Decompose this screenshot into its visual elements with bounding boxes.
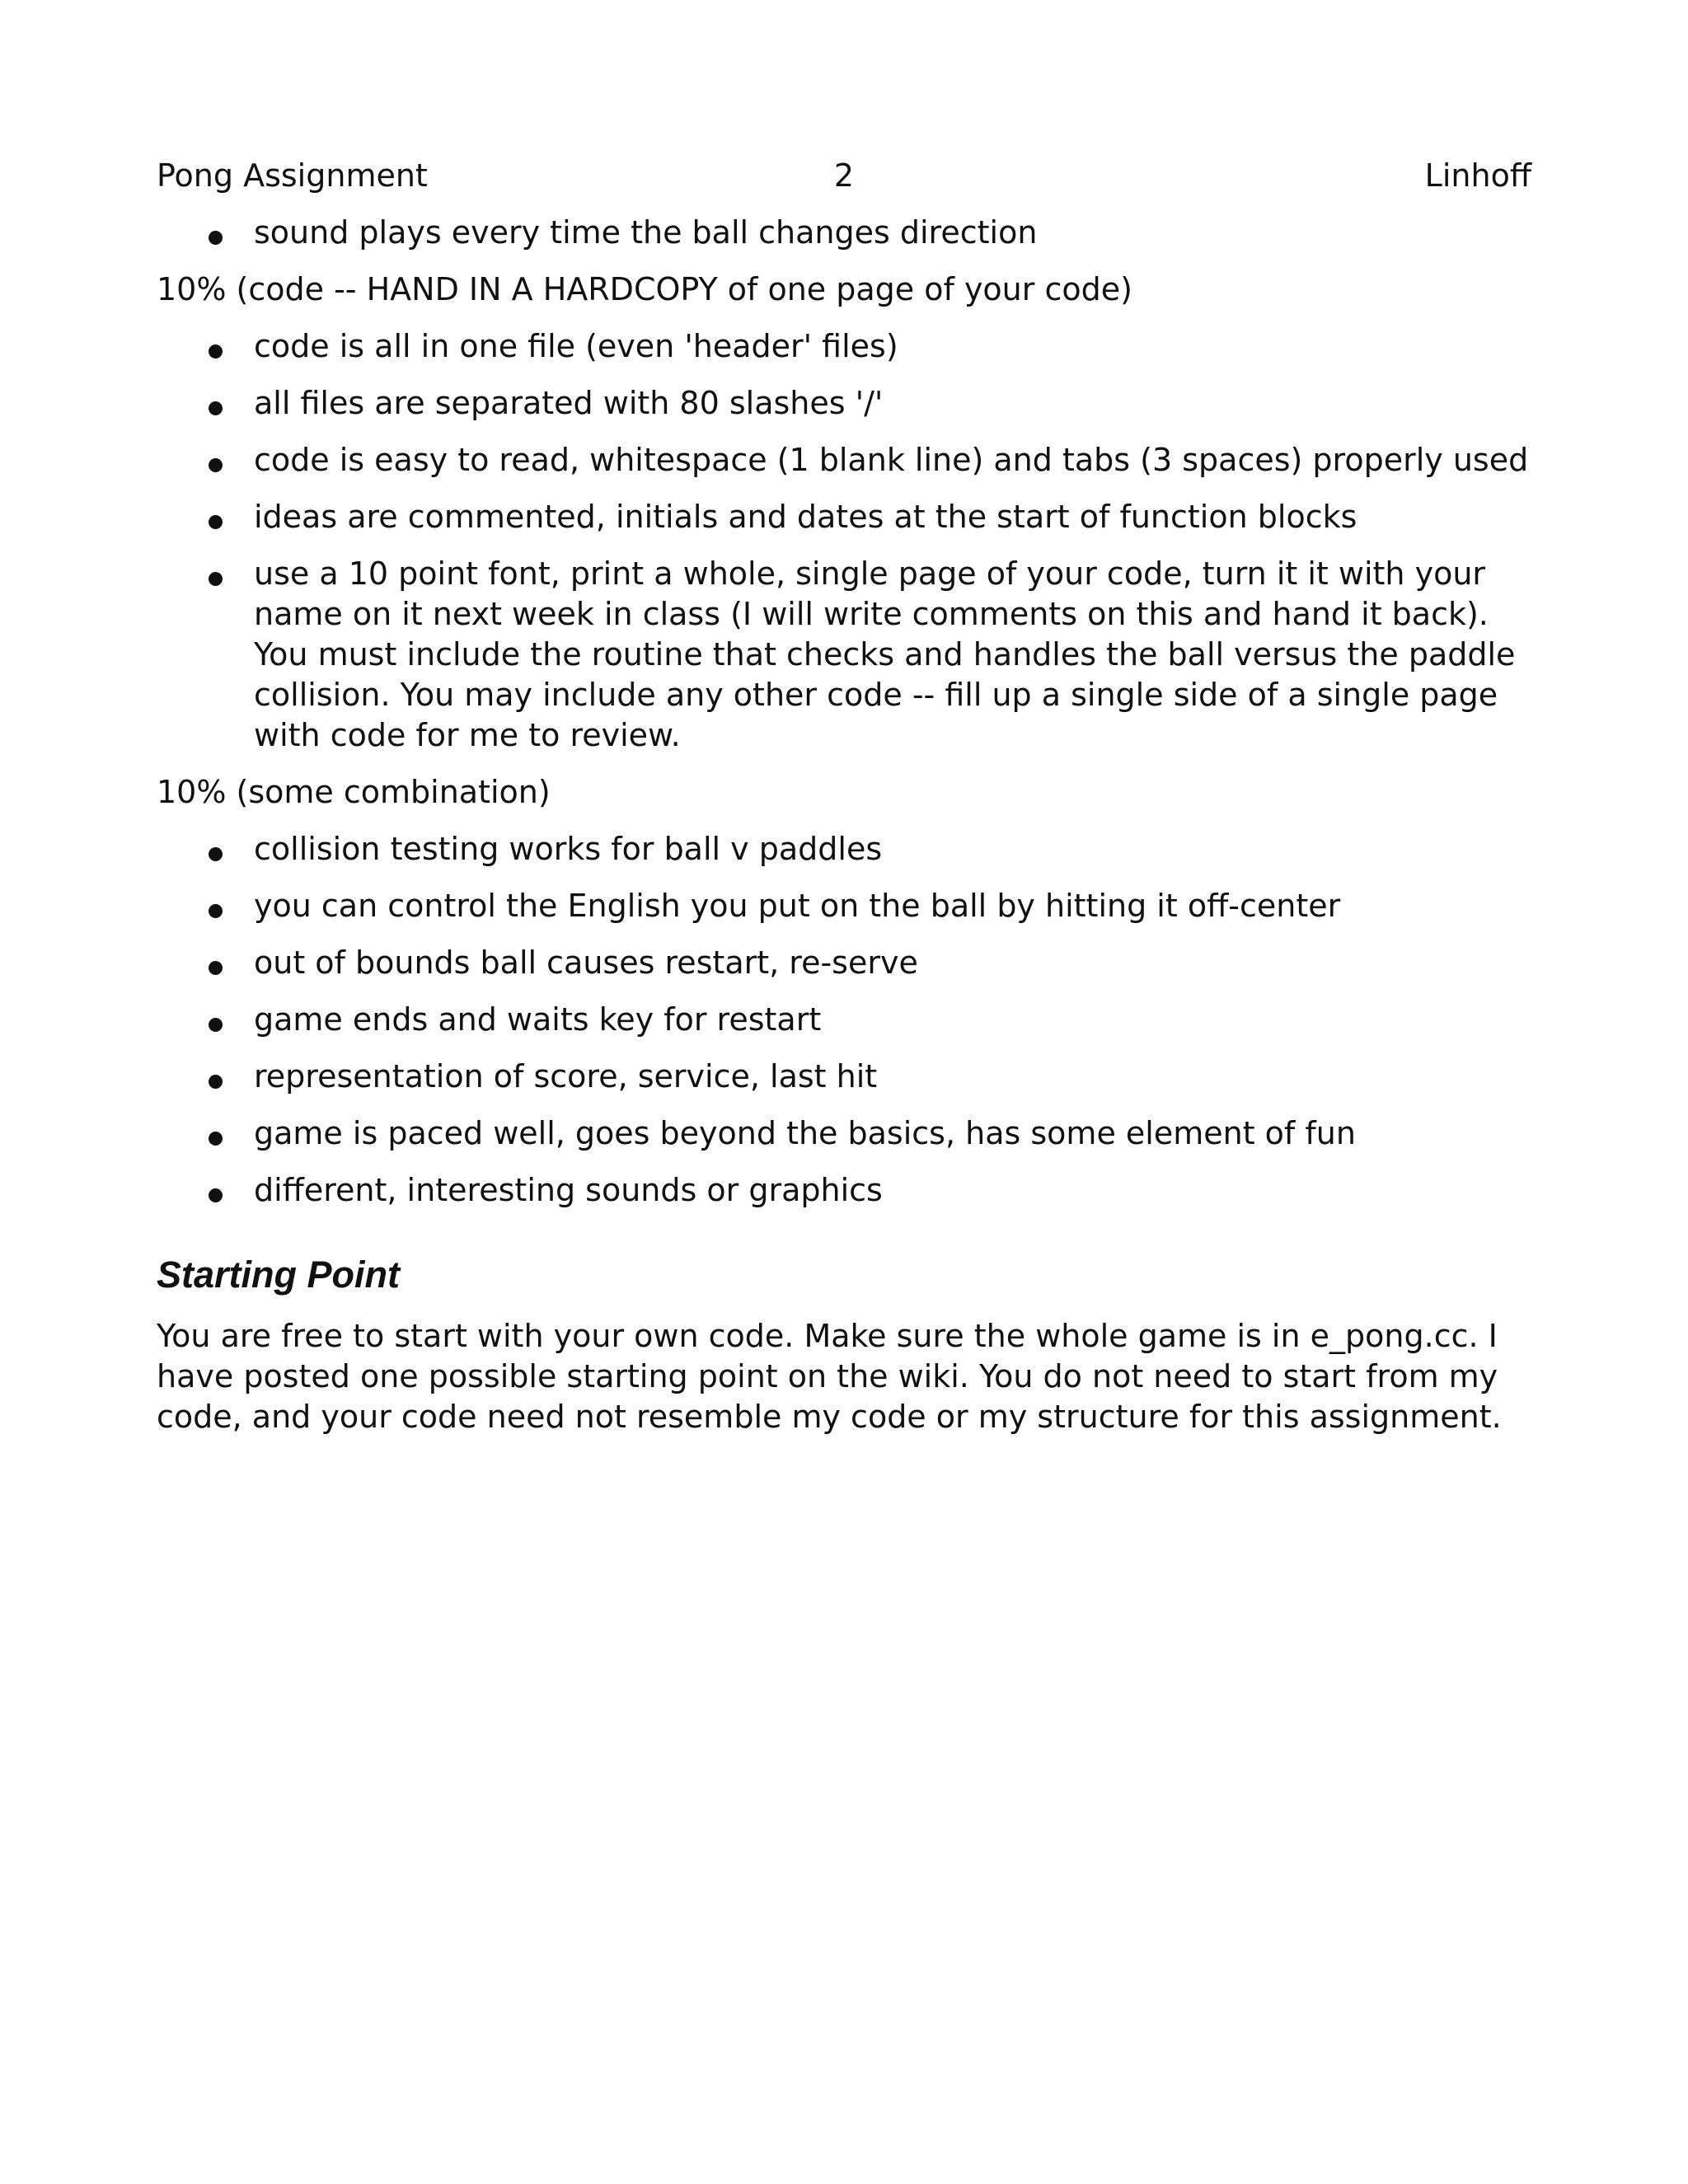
list-item-text: code is easy to read, whitespace (1 blank line) and tabs (3 spaces) properly used <box>254 442 1529 478</box>
bullet-icon <box>209 847 223 861</box>
list-item <box>157 1000 1531 1040</box>
list-item <box>157 326 1531 367</box>
bullet-icon <box>209 1188 223 1202</box>
list-item <box>157 1057 1531 1097</box>
list-item <box>157 554 1531 756</box>
bullet-icon <box>209 572 223 586</box>
section-heading-starting-point: Starting Point <box>157 1254 400 1296</box>
section-label-code: 10% (code -- HAND IN A HARDCOPY of one page of your code) <box>157 271 1132 307</box>
document-body <box>157 213 1531 1437</box>
list-item-text: ideas are commented, initials and dates at the start of function blocks <box>254 499 1357 535</box>
bullet-icon <box>209 458 223 472</box>
bullet-icon <box>209 904 223 918</box>
page-header <box>157 155 1531 196</box>
bullet-icon <box>209 515 223 529</box>
bullet-list-audio <box>157 213 1531 253</box>
list-item <box>157 440 1531 480</box>
list-item-text: game is paced well, goes beyond the basics, has some element of fun <box>254 1115 1356 1151</box>
list-item <box>157 829 1531 869</box>
bullet-icon <box>209 231 223 245</box>
list-item-text: different, interesting sounds or graphics <box>254 1172 883 1208</box>
list-item-text: representation of score, service, last hit <box>254 1058 878 1094</box>
bullet-icon <box>209 1132 223 1146</box>
bullet-list-combination <box>157 829 1531 1211</box>
list-item <box>157 886 1531 926</box>
bullet-icon <box>209 401 223 415</box>
list-item <box>157 383 1531 424</box>
list-item-text: all files are separated with 80 slashes '/' <box>254 385 884 421</box>
page-number: 2 <box>833 157 855 194</box>
bullet-icon <box>209 344 223 359</box>
document-page <box>157 155 1531 1437</box>
header-author: Linhoff <box>1424 157 1531 194</box>
bullet-icon <box>209 961 223 975</box>
list-item <box>157 943 1531 983</box>
bullet-icon <box>209 1075 223 1089</box>
list-item-text: code is all in one file (even 'header' files) <box>254 328 898 364</box>
list-item-text: out of bounds ball causes restart, re-serve <box>254 944 918 981</box>
section-label-combination: 10% (some combination) <box>157 774 551 810</box>
list-item <box>157 497 1531 537</box>
bullet-list-code <box>157 326 1531 756</box>
list-item-text: sound plays every time the ball changes direction <box>254 214 1038 251</box>
header-title: Pong Assignment <box>157 157 428 194</box>
list-item-text: you can control the English you put on the ball by hitting it off-center <box>254 888 1341 924</box>
bullet-icon <box>209 1018 223 1032</box>
list-item-text: game ends and waits key for restart <box>254 1001 822 1038</box>
list-item-text: collision testing works for ball v paddles <box>254 831 883 867</box>
list-item <box>157 1170 1531 1211</box>
list-item <box>157 1113 1531 1154</box>
starting-point-paragraph: You are free to start with your own code. Make sure the whole game is in e_pong.cc. I have posted one possible starting point on the wiki. You do not need to start from my code, and your code need not resemble my code or my structure for this assignment. <box>157 1318 1502 1435</box>
list-item-text: use a 10 point font, print a whole, single page of your code, turn it it with your name on it next week in class (I will write comments on this and hand it back). You must include the routine that checks and handles the ball versus the paddle collision. You may include any other code -- fill up a single side of a single page with code for me to review. <box>254 555 1516 753</box>
list-item <box>157 213 1531 253</box>
